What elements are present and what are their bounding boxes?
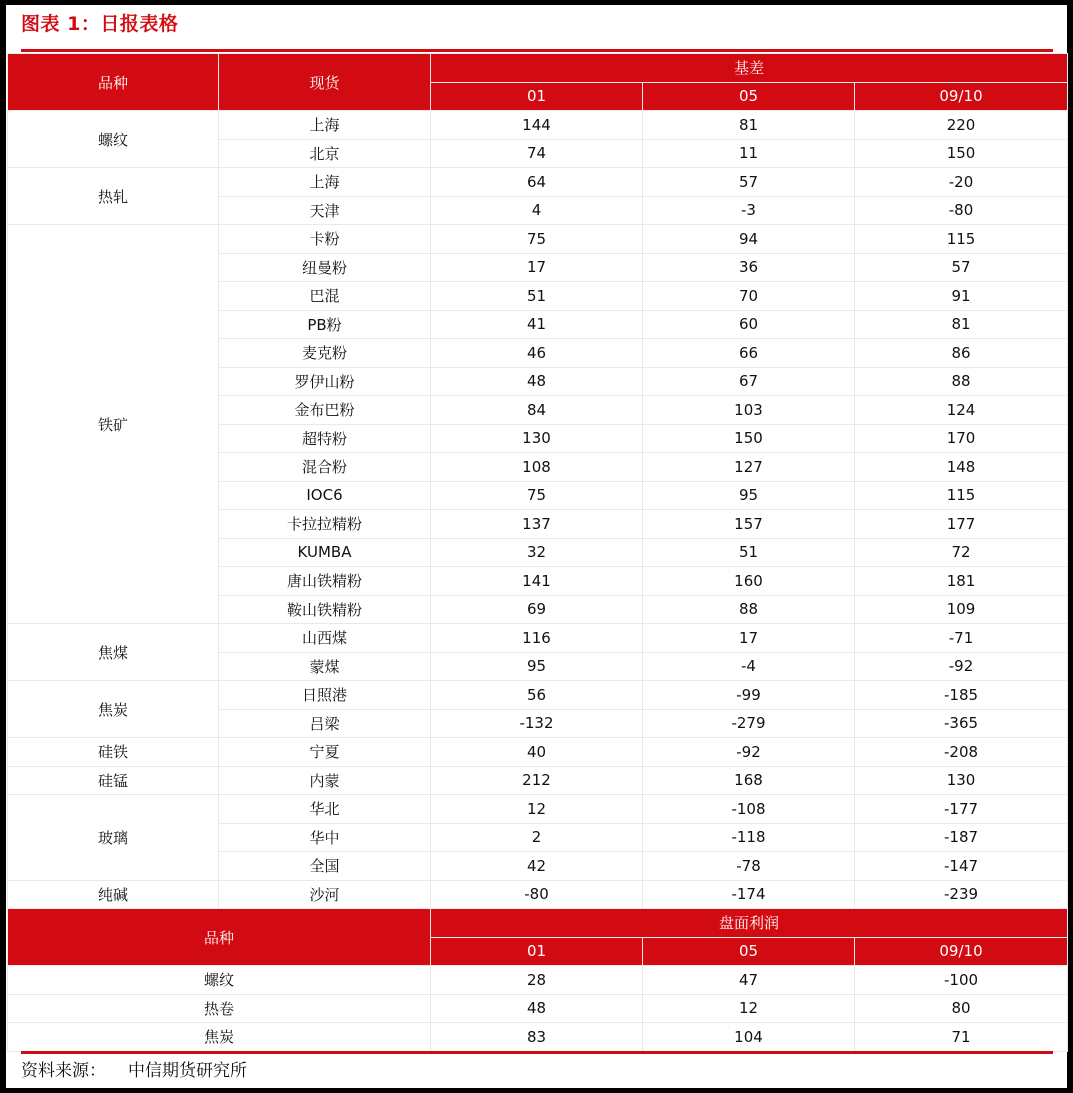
basis-value-cell: 88 [643, 595, 855, 624]
spot-cell: 罗伊山粉 [219, 367, 431, 396]
basis-value-cell: 42 [431, 852, 643, 881]
basis-value-cell: 51 [643, 538, 855, 567]
spot-cell: 金布巴粉 [219, 396, 431, 425]
variety-cell: 焦炭 [8, 681, 219, 738]
basis-value-cell: 109 [855, 595, 1068, 624]
basis-value-cell: 84 [431, 396, 643, 425]
basis-value-cell: -132 [431, 709, 643, 738]
spot-cell: 上海 [219, 111, 431, 140]
profit-value-cell: 28 [431, 966, 643, 995]
spot-cell: 天津 [219, 196, 431, 225]
profit-value-cell: -100 [855, 966, 1068, 995]
basis-value-cell: 75 [431, 481, 643, 510]
variety-cell: 热轧 [8, 168, 219, 225]
basis-value-cell: 74 [431, 139, 643, 168]
basis-value-cell: 170 [855, 424, 1068, 453]
spot-cell: 全国 [219, 852, 431, 881]
basis-value-cell: -78 [643, 852, 855, 881]
basis-value-cell: -147 [855, 852, 1068, 881]
basis-value-cell: 103 [643, 396, 855, 425]
spot-cell: 华中 [219, 823, 431, 852]
basis-value-cell: 69 [431, 595, 643, 624]
profit-header-variety: 品种 [8, 909, 431, 966]
profit-value-cell: 12 [643, 994, 855, 1023]
header-variety: 品种 [8, 54, 219, 111]
basis-value-cell: -80 [855, 196, 1068, 225]
profit-table-body [8, 966, 1068, 1052]
table-row [8, 225, 1068, 254]
variety-cell: 硅铁 [8, 738, 219, 767]
profit-header-group: 盘面利润 [431, 909, 1068, 938]
basis-value-cell: 64 [431, 168, 643, 197]
spot-cell: 沙河 [219, 880, 431, 909]
variety-cell: 热卷 [8, 994, 431, 1023]
basis-value-cell: 17 [431, 253, 643, 282]
spot-cell: 上海 [219, 168, 431, 197]
table-row [8, 111, 1068, 140]
basis-value-cell: 91 [855, 282, 1068, 311]
basis-value-cell: 81 [643, 111, 855, 140]
spot-cell: 吕梁 [219, 709, 431, 738]
basis-value-cell: 141 [431, 567, 643, 596]
basis-value-cell: 57 [643, 168, 855, 197]
basis-table-body [8, 111, 1068, 909]
basis-value-cell: -239 [855, 880, 1068, 909]
basis-value-cell: 181 [855, 567, 1068, 596]
source-label: 资料来源： [21, 1061, 106, 1081]
basis-value-cell: 160 [643, 567, 855, 596]
variety-cell: 纯碱 [8, 880, 219, 909]
basis-value-cell: 67 [643, 367, 855, 396]
spot-cell: 山西煤 [219, 624, 431, 653]
variety-cell: 螺纹 [8, 111, 219, 168]
basis-value-cell: -108 [643, 795, 855, 824]
basis-value-cell: -208 [855, 738, 1068, 767]
basis-value-cell: 88 [855, 367, 1068, 396]
basis-value-cell: 81 [855, 310, 1068, 339]
profit-header-contract-05: 05 [643, 937, 855, 966]
spot-cell: 鞍山铁精粉 [219, 595, 431, 624]
basis-table [7, 53, 1068, 909]
basis-value-cell: 168 [643, 766, 855, 795]
basis-value-cell: 17 [643, 624, 855, 653]
basis-value-cell: 75 [431, 225, 643, 254]
profit-header-contract-01: 01 [431, 937, 643, 966]
basis-value-cell: 130 [855, 766, 1068, 795]
basis-value-cell: 220 [855, 111, 1068, 140]
table-row [8, 766, 1068, 795]
spot-cell: 超特粉 [219, 424, 431, 453]
header-contract-01: 01 [431, 82, 643, 111]
basis-value-cell: 116 [431, 624, 643, 653]
profit-value-cell: 83 [431, 1023, 643, 1052]
basis-value-cell: -92 [643, 738, 855, 767]
basis-value-cell: 11 [643, 139, 855, 168]
basis-value-cell: 36 [643, 253, 855, 282]
basis-value-cell: -174 [643, 880, 855, 909]
basis-value-cell: -80 [431, 880, 643, 909]
spot-cell: 纽曼粉 [219, 253, 431, 282]
profit-value-cell: 104 [643, 1023, 855, 1052]
basis-value-cell: 115 [855, 481, 1068, 510]
profit-header-contract-0910: 09/10 [855, 937, 1068, 966]
basis-value-cell: -4 [643, 652, 855, 681]
spot-cell: 华北 [219, 795, 431, 824]
basis-value-cell: -71 [855, 624, 1068, 653]
variety-cell: 焦煤 [8, 624, 219, 681]
header-contract-05: 05 [643, 82, 855, 111]
basis-value-cell: 48 [431, 367, 643, 396]
source-value: 中信期货研究所 [128, 1061, 247, 1081]
basis-value-cell: 2 [431, 823, 643, 852]
table-row [8, 738, 1068, 767]
basis-value-cell: 32 [431, 538, 643, 567]
source-note [21, 1056, 247, 1081]
basis-value-cell: 4 [431, 196, 643, 225]
spot-cell: 日照港 [219, 681, 431, 710]
basis-value-cell: 72 [855, 538, 1068, 567]
basis-value-cell: -279 [643, 709, 855, 738]
basis-value-cell: 94 [643, 225, 855, 254]
basis-value-cell: 130 [431, 424, 643, 453]
table-row [8, 994, 1068, 1023]
basis-value-cell: 124 [855, 396, 1068, 425]
variety-cell: 硅锰 [8, 766, 219, 795]
basis-value-cell: -118 [643, 823, 855, 852]
basis-value-cell: 150 [643, 424, 855, 453]
header-basis-group: 基差 [431, 54, 1068, 83]
basis-value-cell: -3 [643, 196, 855, 225]
basis-value-cell: 95 [431, 652, 643, 681]
table-row [8, 1023, 1068, 1052]
basis-value-cell: 115 [855, 225, 1068, 254]
profit-value-cell: 47 [643, 966, 855, 995]
variety-cell: 焦炭 [8, 1023, 431, 1052]
basis-value-cell: -185 [855, 681, 1068, 710]
spot-cell: PB粉 [219, 310, 431, 339]
profit-value-cell: 80 [855, 994, 1068, 1023]
spot-cell: 卡拉拉精粉 [219, 510, 431, 539]
title-divider [21, 49, 1053, 52]
basis-value-cell: 148 [855, 453, 1068, 482]
table-row [8, 880, 1068, 909]
basis-value-cell: 127 [643, 453, 855, 482]
spot-cell: 巴混 [219, 282, 431, 311]
header-spot: 现货 [219, 54, 431, 111]
basis-value-cell: 70 [643, 282, 855, 311]
table-row [8, 681, 1068, 710]
variety-cell: 螺纹 [8, 966, 431, 995]
variety-cell: 玻璃 [8, 795, 219, 881]
basis-value-cell: 41 [431, 310, 643, 339]
basis-value-cell: 60 [643, 310, 855, 339]
basis-value-cell: 212 [431, 766, 643, 795]
basis-value-cell: 51 [431, 282, 643, 311]
basis-value-cell: 57 [855, 253, 1068, 282]
basis-value-cell: 66 [643, 339, 855, 368]
basis-value-cell: -92 [855, 652, 1068, 681]
report-page [6, 5, 1067, 1088]
profit-value-cell: 71 [855, 1023, 1068, 1052]
header-contract-0910: 09/10 [855, 82, 1068, 111]
basis-value-cell: 56 [431, 681, 643, 710]
basis-value-cell: 46 [431, 339, 643, 368]
table-row [8, 168, 1068, 197]
spot-cell: 混合粉 [219, 453, 431, 482]
spot-cell: IOC6 [219, 481, 431, 510]
spot-cell: KUMBA [219, 538, 431, 567]
table-row [8, 966, 1068, 995]
spot-cell: 蒙煤 [219, 652, 431, 681]
basis-value-cell: -99 [643, 681, 855, 710]
basis-value-cell: -365 [855, 709, 1068, 738]
figure-title: 图表 1：日报表格 [21, 13, 179, 35]
spot-cell: 卡粉 [219, 225, 431, 254]
spot-cell: 宁夏 [219, 738, 431, 767]
basis-value-cell: -177 [855, 795, 1068, 824]
spot-cell: 唐山铁精粉 [219, 567, 431, 596]
basis-value-cell: 86 [855, 339, 1068, 368]
basis-value-cell: 137 [431, 510, 643, 539]
basis-value-cell: -20 [855, 168, 1068, 197]
profit-table [7, 908, 1068, 1052]
footer-divider [21, 1051, 1053, 1054]
basis-value-cell: 108 [431, 453, 643, 482]
spot-cell: 北京 [219, 139, 431, 168]
basis-value-cell: 40 [431, 738, 643, 767]
variety-cell: 铁矿 [8, 225, 219, 624]
basis-value-cell: 144 [431, 111, 643, 140]
basis-value-cell: 157 [643, 510, 855, 539]
table-row [8, 795, 1068, 824]
spot-cell: 内蒙 [219, 766, 431, 795]
profit-value-cell: 48 [431, 994, 643, 1023]
basis-value-cell: -187 [855, 823, 1068, 852]
table-row [8, 624, 1068, 653]
spot-cell: 麦克粉 [219, 339, 431, 368]
basis-value-cell: 95 [643, 481, 855, 510]
basis-value-cell: 12 [431, 795, 643, 824]
basis-value-cell: 177 [855, 510, 1068, 539]
basis-value-cell: 150 [855, 139, 1068, 168]
